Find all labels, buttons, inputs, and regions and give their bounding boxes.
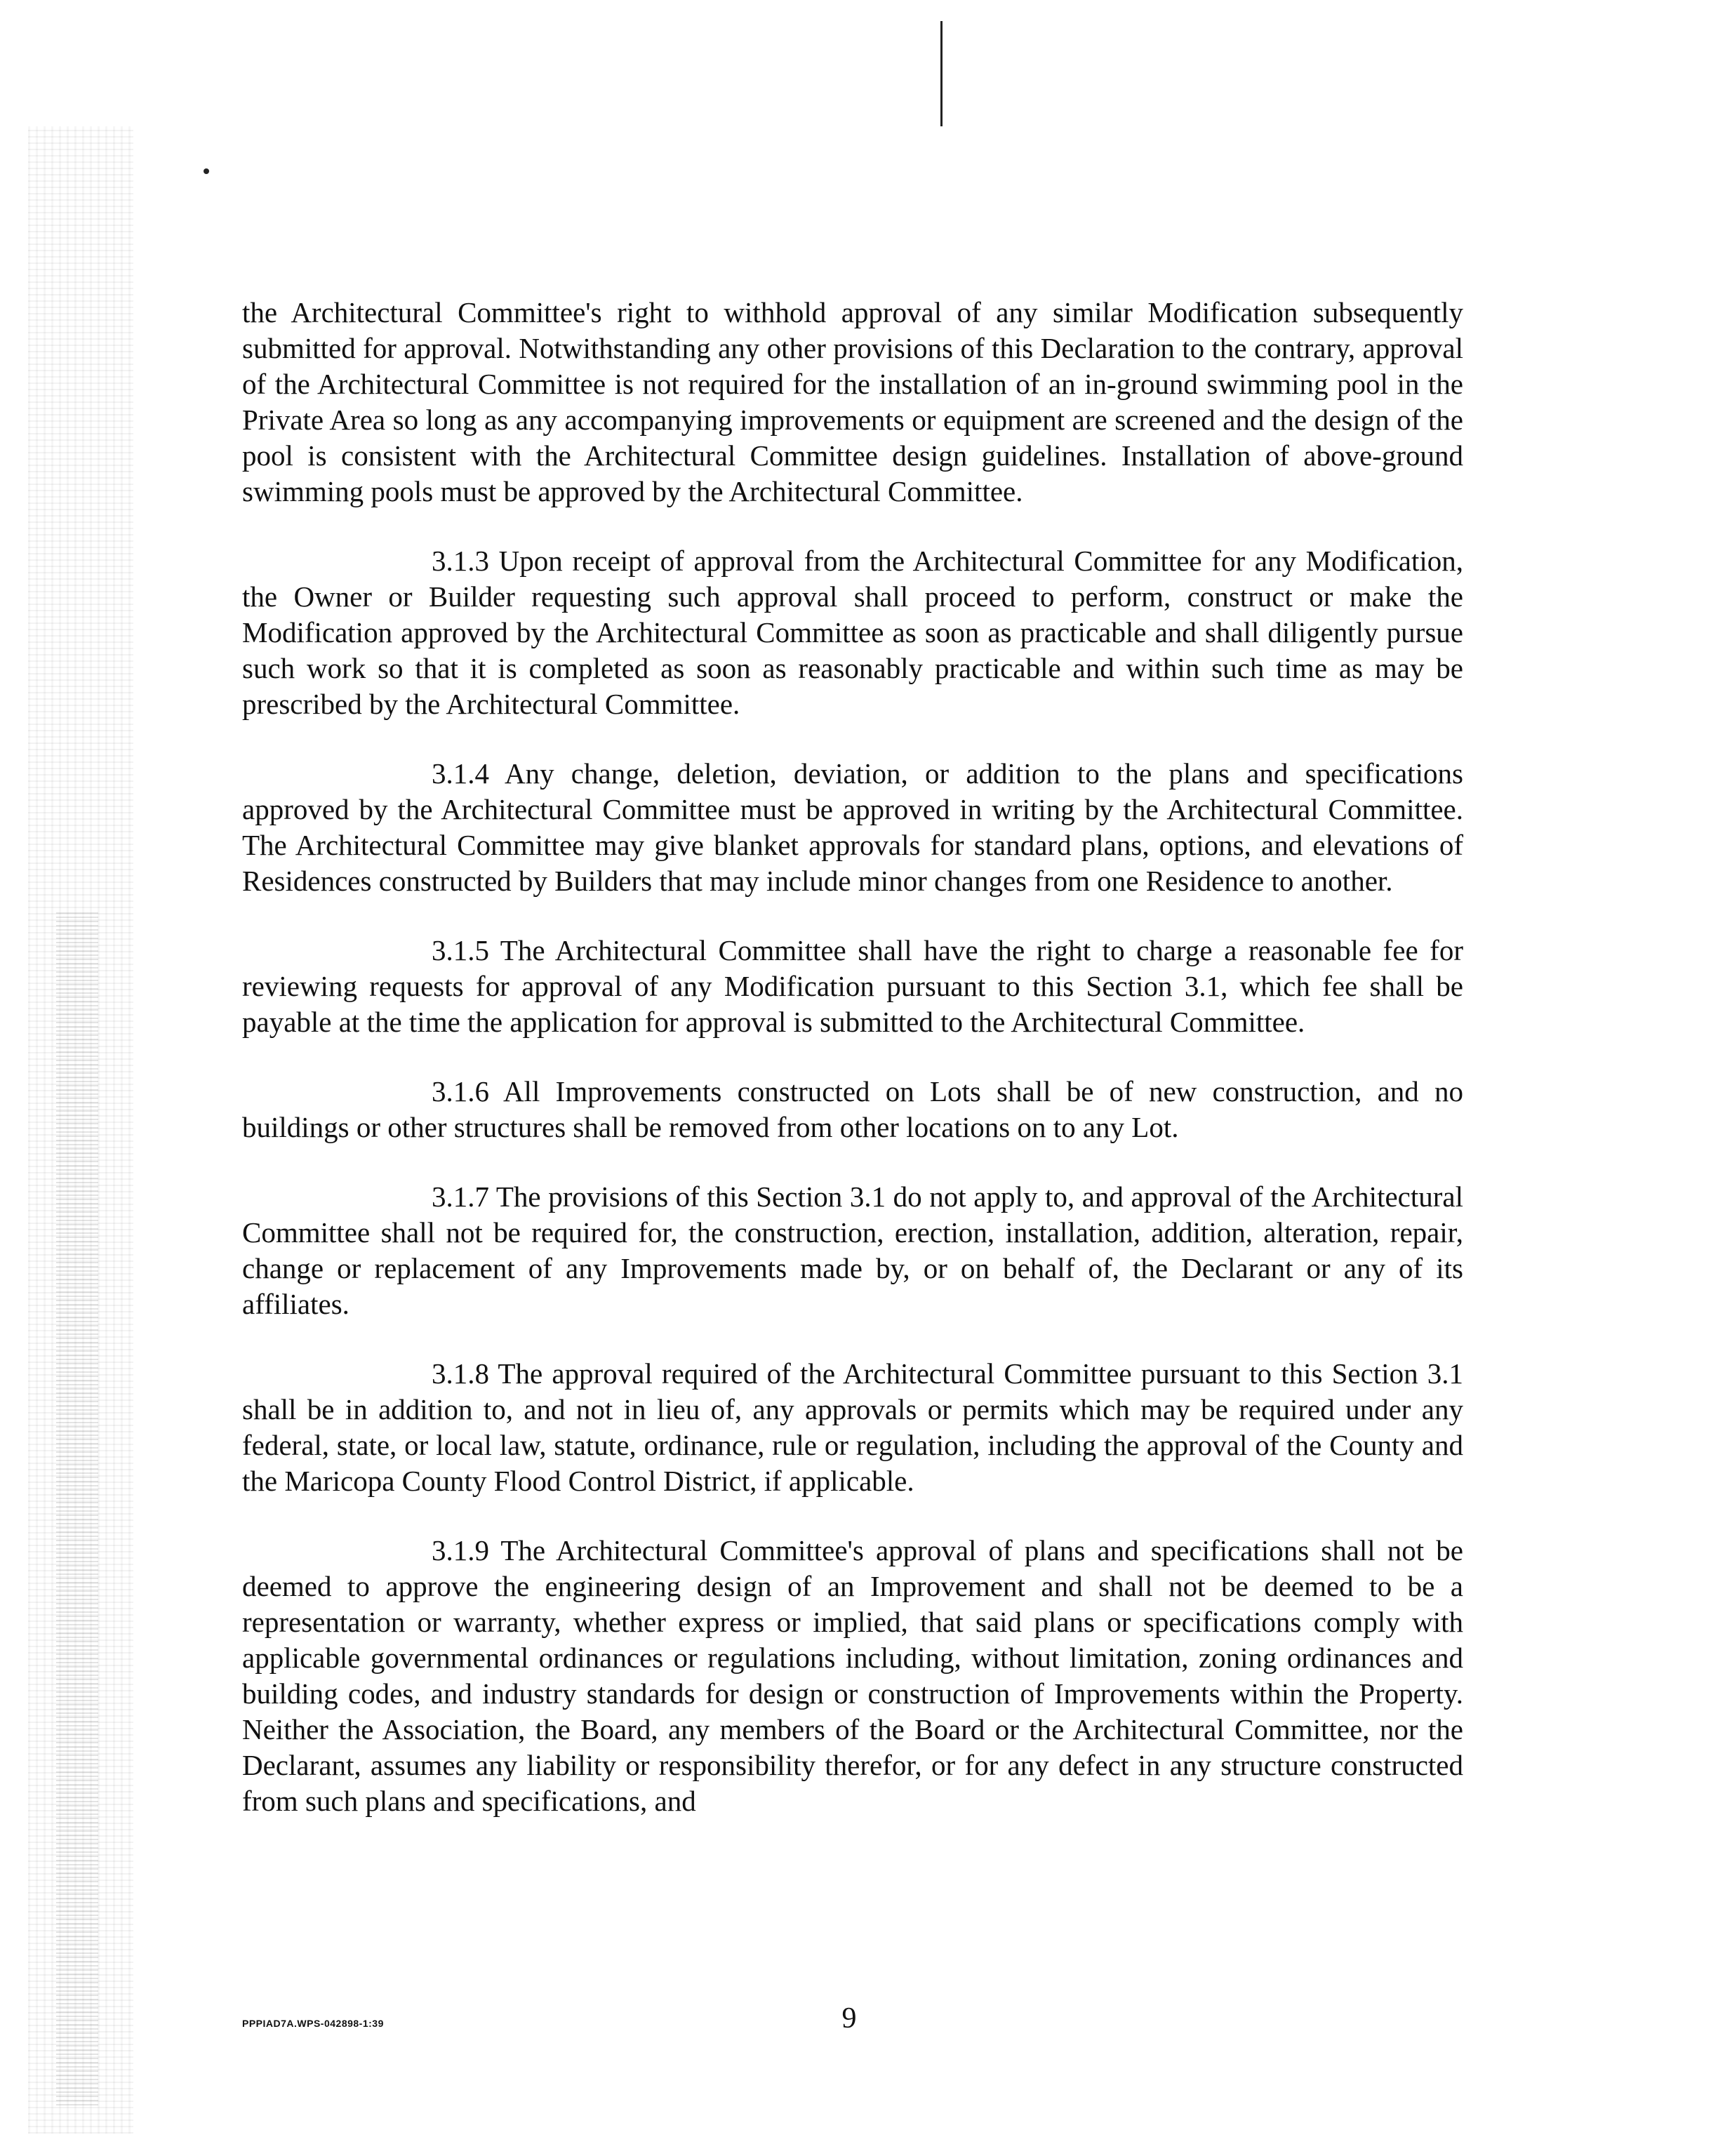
paragraph-3-1-3: 3.1.3 Upon receipt of approval from the Architectural Committee for any Modification, the Owner or Builder requesting such approval shall proceed to perform, construct or make the Modification approved by the Architectural Committee as soon as practicable and shall diligently pursue such work so that it is completed as soon as reasonably practicable and within such time as may be prescribed by the Architectural Committee. — [242, 545, 1463, 720]
paragraph-continuation: the Architectural Committee's right to withhold approval of any similar Modification subsequently submitted for approval. Notwithstanding any other provisions of this Declaration to the contrary, approval of the Architectural Committee is not required for the installation of an in-ground swimming pool in the Private Area so long as any accompanying improvements or equipment are screened and the design of the pool is consistent with the Architectural Committee design guidelines. Installation of above-ground swimming pools must be approved by the Architectural Committee. — [242, 296, 1463, 507]
scan-artifact-line — [940, 21, 943, 126]
footer-file-code: PPPIAD7A.WPS-042898-1:39 — [242, 2018, 384, 2029]
paragraph-3-1-4: 3.1.4 Any change, deletion, deviation, or addition to the plans and specifications approved by the Architectural Committee must be approved in writing by the Architectural Committee. The Architectural Committee may give blanket approvals for standard plans, options, and elevations of Residences constructed by Builders that may include minor changes from one Residence to another. — [242, 757, 1463, 897]
document-body — [242, 295, 1463, 1853]
page-number: 9 — [841, 2002, 857, 2035]
scan-artifact-dot — [204, 168, 209, 174]
paragraph-3-1-5: 3.1.5 The Architectural Committee shall have the right to charge a reasonable fee for reviewing requests for approval of any Modification pursuant to this Section 3.1, which fee shall be payable at the time the application for approval is submitted to the Architectural Committee. — [242, 934, 1463, 1038]
paragraph-3-1-7: 3.1.7 The provisions of this Section 3.1 do not apply to, and approval of the Architectural Committee shall not be required for, the construction, erection, installation, addition, alteration, repair, change or replacement of any Improvements made by, or on behalf of, the Declarant or any of its affiliates. — [242, 1180, 1463, 1320]
paragraph-3-1-8: 3.1.8 The approval required of the Architectural Committee pursuant to this Section 3.1 shall be in addition to, and not in lieu of, any approvals or permits which may be required under any federal, state, or local law, statute, ordinance, rule or regulation, including the approval of the County and the Maricopa County Flood Control District, if applicable. — [242, 1357, 1463, 1497]
paragraph-3-1-9: 3.1.9 The Architectural Committee's approval of plans and specifications shall not be deemed to approve the engineering design of an Improvement and shall not be deemed to be a representation or warranty, whether express or implied, that said plans or specifications comply with applicable governmental ordinances or regulations including, without limitation, zoning ordinances and building codes, and industry standards for design or construction of Improvements within the Property. Neither the Association, the Board, any members of the Board or the Architectural Committee, nor the Declarant, assumes any liability or responsibility therefor, or for any defect in any structure constructed from such plans and specifications, and — [242, 1534, 1463, 1817]
paragraph-3-1-6: 3.1.6 All Improvements constructed on Lots shall be of new construction, and no buildings or other structures shall be removed from other locations on to any Lot. — [242, 1075, 1463, 1143]
scan-noise-edge-dark — [56, 912, 98, 2105]
